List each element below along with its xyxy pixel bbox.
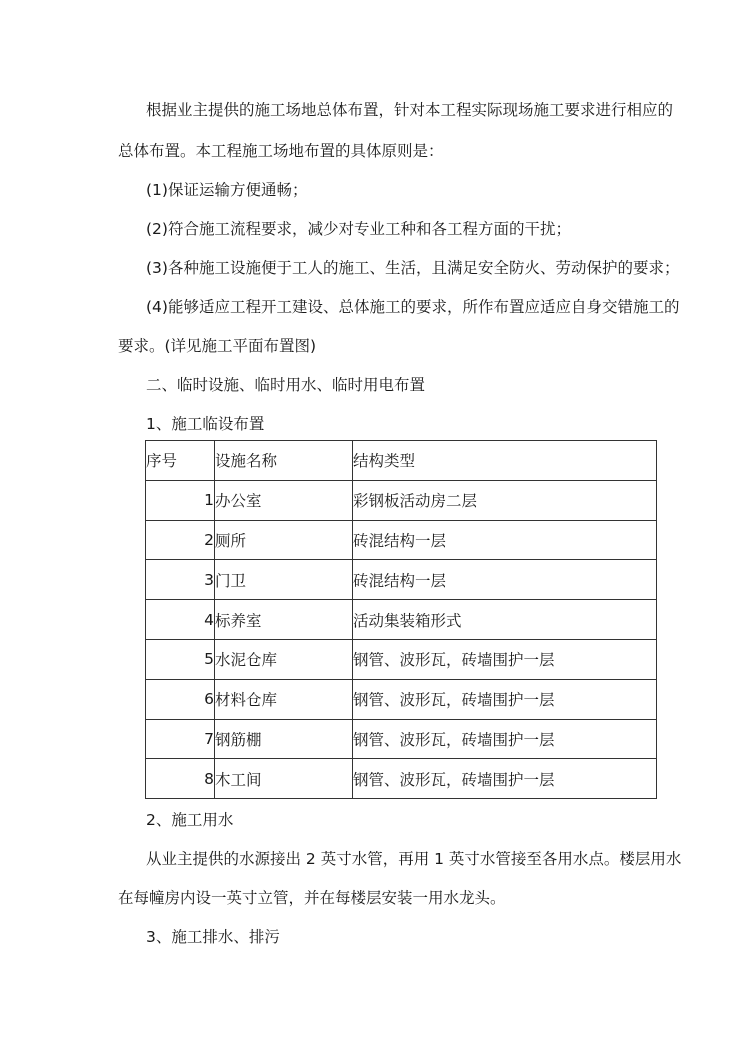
cell-structure-type: 钢管、波形瓦，砖墙围护一层 (353, 639, 657, 679)
cell-facility-name: 水泥仓库 (215, 639, 353, 679)
cell-serial: 1 (146, 480, 215, 520)
subheading-drainage: 3、施工排水、排污 (146, 928, 280, 946)
facilities-table (145, 440, 657, 799)
cell-serial: 4 (146, 600, 215, 640)
water-paragraph-line-1: 从业主提供的水源接出 2 英寸水管，再用 1 英寸水管接至各用水点。楼层用水 (146, 850, 682, 868)
table-row (146, 480, 657, 520)
cell-facility-name: 门卫 (215, 560, 353, 600)
subheading-site-facilities: 1、施工临设布置 (146, 415, 265, 433)
header-structure-type: 结构类型 (353, 441, 657, 481)
cell-facility-name: 标养室 (215, 600, 353, 640)
cell-structure-type: 钢管、波形瓦，砖墙围护一层 (353, 679, 657, 719)
cell-structure-type: 活动集装箱形式 (353, 600, 657, 640)
table-row (146, 560, 657, 600)
intro-paragraph-line-1: 根据业主提供的施工场地总体布置，针对本工程实际现场施工要求进行相应的 (146, 101, 674, 119)
subheading-construction-water: 2、施工用水 (146, 811, 234, 829)
table-row (146, 520, 657, 560)
table-row (146, 719, 657, 759)
cell-structure-type: 钢管、波形瓦，砖墙围护一层 (353, 719, 657, 759)
cell-structure-type: 钢管、波形瓦，砖墙围护一层 (353, 759, 657, 799)
cell-serial: 8 (146, 759, 215, 799)
cell-facility-name: 材料仓库 (215, 679, 353, 719)
header-facility-name: 设施名称 (215, 441, 353, 481)
section-heading-temporary-facilities: 二、临时设施、临时用水、临时用电布置 (146, 376, 426, 394)
principle-2: (2)符合施工流程要求，减少对专业工种和各工程方面的干扰； (146, 220, 571, 238)
table-header-row (146, 441, 657, 481)
cell-serial: 5 (146, 639, 215, 679)
principle-4-line-2: 要求。(详见施工平面布置图) (118, 337, 317, 355)
principle-4-line-1: (4)能够适应工程开工建设、总体施工的要求，所作布置应适应自身交错施工的 (146, 298, 680, 316)
table-row (146, 639, 657, 679)
principle-1: (1)保证运输方便通畅； (146, 181, 308, 199)
intro-paragraph-line-2: 总体布置。本工程施工场地布置的具体原则是： (118, 142, 444, 160)
cell-structure-type: 彩钢板活动房二层 (353, 480, 657, 520)
cell-serial: 3 (146, 560, 215, 600)
cell-serial: 2 (146, 520, 215, 560)
cell-structure-type: 砖混结构一层 (353, 560, 657, 600)
cell-facility-name: 办公室 (215, 480, 353, 520)
table-row (146, 759, 657, 799)
cell-serial: 7 (146, 719, 215, 759)
principle-3: (3)各种施工设施便于工人的施工、生活，且满足安全防火、劳动保护的要求； (146, 259, 680, 277)
header-serial: 序号 (146, 441, 215, 481)
cell-facility-name: 厕所 (215, 520, 353, 560)
cell-facility-name: 钢筋棚 (215, 719, 353, 759)
table-row (146, 600, 657, 640)
cell-structure-type: 砖混结构一层 (353, 520, 657, 560)
cell-facility-name: 木工间 (215, 759, 353, 799)
water-paragraph-line-2: 在每幢房内设一英寸立管，并在每楼层安装一用水龙头。 (118, 889, 506, 907)
cell-serial: 6 (146, 679, 215, 719)
table-row (146, 679, 657, 719)
